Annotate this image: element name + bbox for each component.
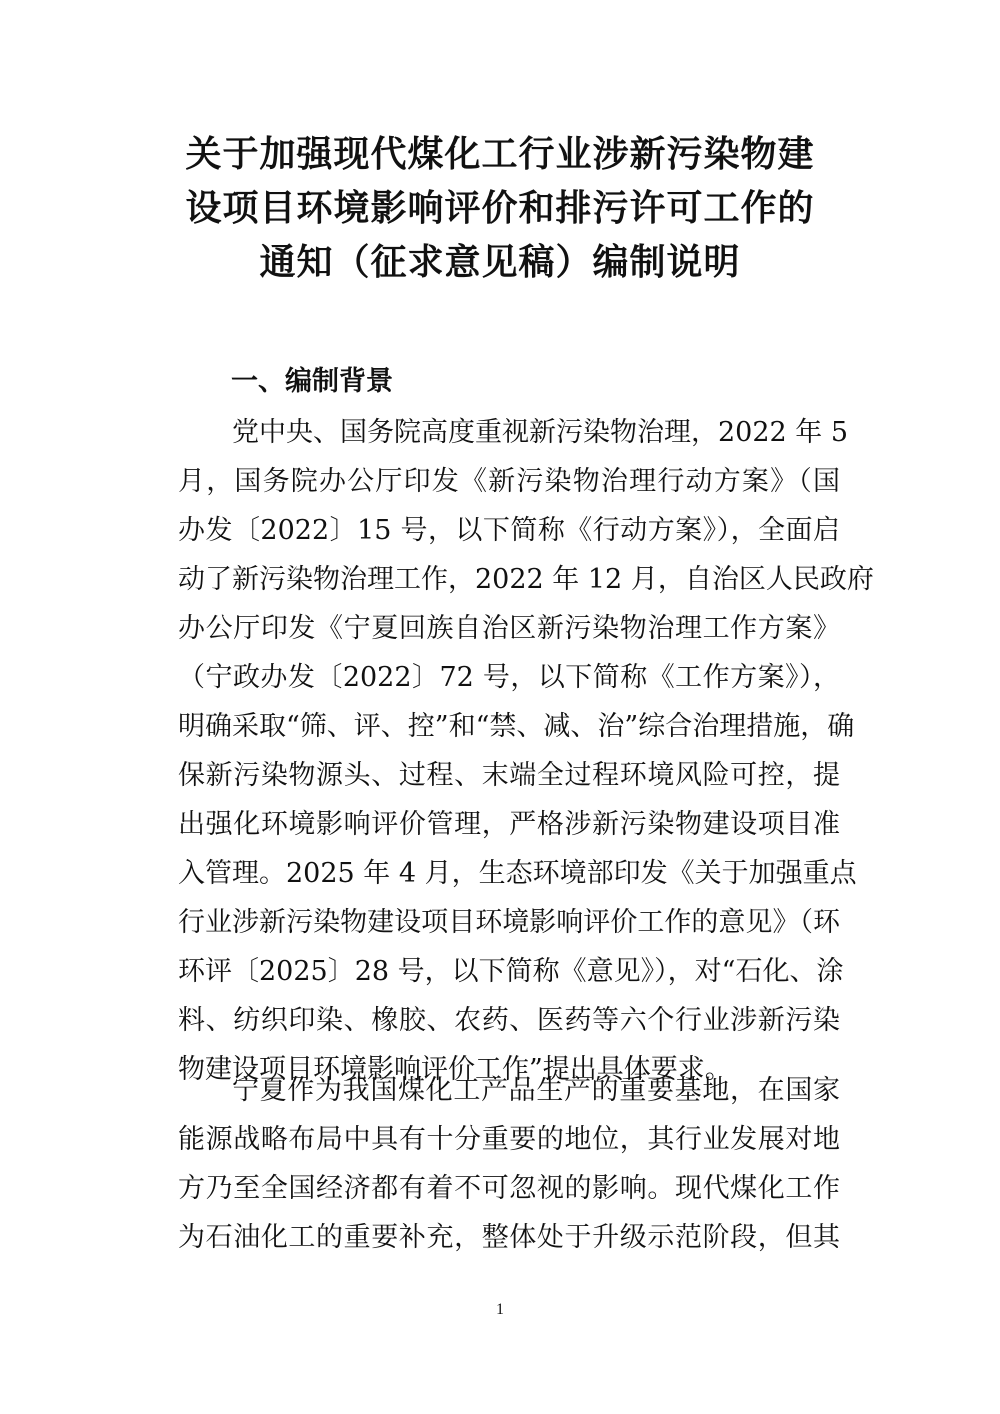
paragraph-line: 月，国务院办公厅印发《新污染物治理行动方案》（国: [178, 466, 840, 497]
paragraph-line: 为石油化工的重要补充，整体处于升级示范阶段，但其: [178, 1222, 840, 1253]
paragraph-background-2: [178, 1066, 840, 1262]
title-line: 设项目环境影响评价和排污许可工作的: [185, 188, 815, 229]
paragraph-line: 物建设项目环境影响评价工作”提出具体要求。: [178, 1054, 732, 1085]
paragraph-line: 宁夏作为我国煤化工产品生产的重要基地，在国家: [232, 1075, 840, 1106]
title-line: 关于加强现代煤化工行业涉新污染物建: [185, 134, 815, 175]
paragraph-line: 办公厅印发《宁夏回族自治区新污染物治理工作方案》: [178, 613, 840, 644]
paragraph-line: 环评〔2025〕28 号，以下简称《意见》），对“石化、涂: [178, 956, 844, 987]
section-heading: 一、编制背景: [231, 366, 393, 397]
page-number: 1: [496, 1301, 504, 1318]
title-line: 通知（征求意见稿）编制说明: [259, 242, 741, 283]
paragraph-line: （宁政办发〔2022〕72 号，以下简称《工作方案》），: [178, 662, 840, 693]
paragraph-line: 办发〔2022〕15 号，以下简称《行动方案》），全面启: [178, 515, 840, 546]
paragraph-line: 料、纺织印染、橡胶、农药、医药等六个行业涉新污染: [178, 1005, 840, 1036]
paragraph-line: 出强化环境影响评价管理，严格涉新污染物建设项目准: [178, 809, 840, 840]
paragraph-line: 能源战略布局中具有十分重要的地位，其行业发展对地: [178, 1124, 840, 1155]
paragraph-line: 入管理。2025 年 4 月，生态环境部印发《关于加强重点: [178, 858, 857, 889]
paragraph-line: 方乃至全国经济都有着不可忽视的影响。现代煤化工作: [178, 1173, 840, 1204]
paragraph-line: 党中央、国务院高度重视新污染物治理，2022 年 5: [232, 417, 849, 448]
paragraph-line: 行业涉新污染物建设项目环境影响评价工作的意见》（环: [178, 907, 840, 938]
paragraph-background-1: [178, 408, 874, 1094]
paragraph-line: 保新污染物源头、过程、末端全过程环境风险可控，提: [178, 760, 840, 791]
paragraph-line: 动了新污染物治理工作，2022 年 12 月，自治区人民政府: [178, 564, 874, 595]
document-title: [150, 128, 850, 290]
paragraph-line: 明确采取“筛、评、控”和“禁、减、治”综合治理措施，确: [178, 711, 855, 742]
